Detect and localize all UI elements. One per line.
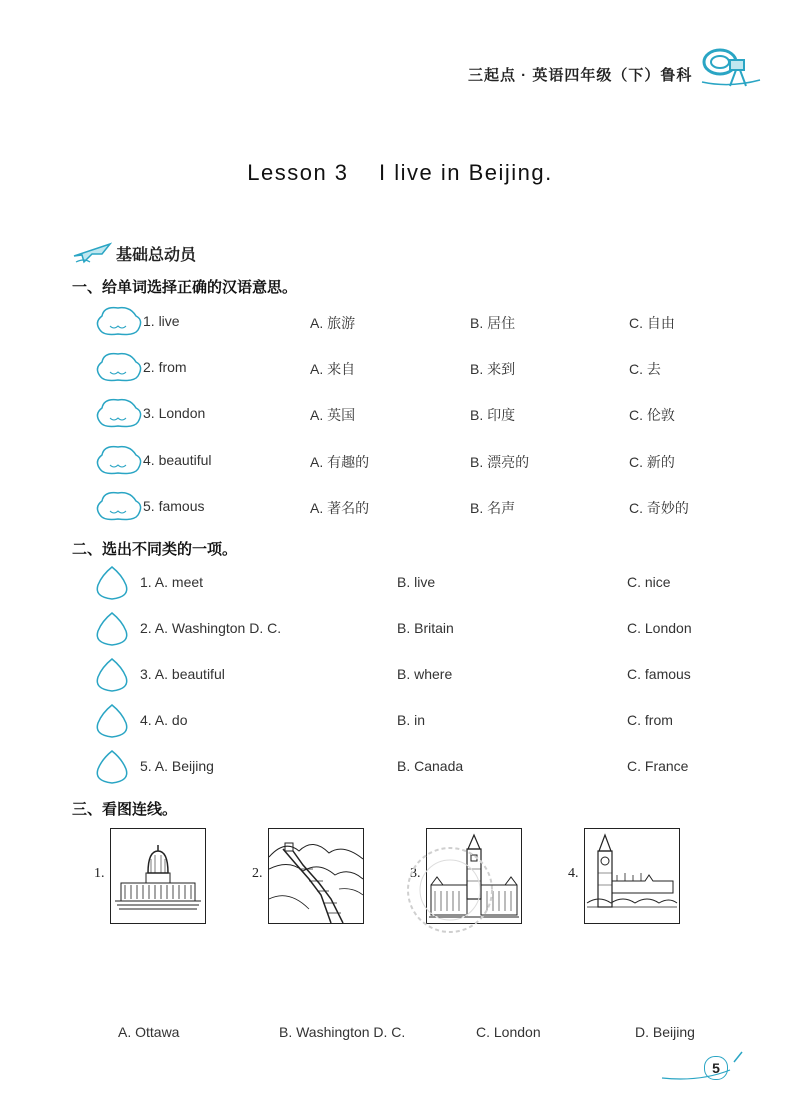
answer-bubble-icon[interactable] bbox=[94, 443, 144, 477]
answer-bubble-icon[interactable] bbox=[94, 396, 144, 430]
part2-row-5 bbox=[0, 747, 800, 787]
part1-row-4 bbox=[0, 441, 800, 481]
picture-2 bbox=[268, 828, 364, 924]
picture-number: 3. bbox=[410, 866, 421, 881]
picture-1 bbox=[110, 828, 206, 924]
telescope-logo-icon bbox=[700, 44, 762, 90]
part2-row-1 bbox=[0, 563, 800, 603]
option-b: B. in bbox=[397, 712, 426, 728]
option-c: C. 去 bbox=[629, 361, 661, 377]
answer-d: D. Beijing bbox=[635, 1024, 695, 1040]
option-b: B. Britain bbox=[397, 620, 454, 636]
part2-row-4 bbox=[0, 701, 800, 741]
option-b: B. Canada bbox=[397, 758, 464, 774]
option-a: A. 有趣的 bbox=[310, 454, 370, 470]
option-c: C. 伦敦 bbox=[629, 407, 675, 423]
part1-row-3 bbox=[0, 394, 800, 434]
question-word: 5. famous bbox=[143, 498, 205, 514]
option-b: B. where bbox=[397, 666, 453, 682]
option-c: C. London bbox=[627, 620, 692, 636]
series-title: 三起点 · 英语四年级（下）鲁科 bbox=[468, 67, 693, 84]
option-c: C. 自由 bbox=[629, 315, 675, 331]
part1-row-2 bbox=[0, 348, 800, 388]
option-a: A. 英国 bbox=[310, 407, 356, 423]
option-a: 4. A. do bbox=[140, 712, 188, 728]
option-b: B. 名声 bbox=[470, 500, 516, 516]
option-a: 5. A. Beijing bbox=[140, 758, 214, 774]
option-a: A. 旅游 bbox=[310, 315, 356, 331]
question-word: 3. London bbox=[143, 405, 206, 421]
option-c: C. 新的 bbox=[629, 454, 675, 470]
airplane-icon bbox=[72, 240, 112, 266]
part1-title: 一、给单词选择正确的汉语意思。 bbox=[72, 279, 298, 296]
option-a: 3. A. beautiful bbox=[140, 666, 225, 682]
big-ben-icon bbox=[585, 829, 679, 923]
answer-a: A. Ottawa bbox=[118, 1024, 180, 1040]
part3-title: 三、看图连线。 bbox=[72, 801, 178, 818]
answer-bubble-icon[interactable] bbox=[94, 350, 144, 384]
answer-c: C. London bbox=[476, 1024, 541, 1040]
watermark-stamp-icon bbox=[400, 820, 500, 960]
part2-row-3 bbox=[0, 655, 800, 695]
option-c: C. famous bbox=[627, 666, 691, 682]
option-b: B. live bbox=[397, 574, 436, 590]
part2-title: 二、选出不同类的一项。 bbox=[72, 541, 238, 558]
answer-peach-icon[interactable] bbox=[92, 701, 132, 741]
answer-b: B. Washington D. C. bbox=[279, 1024, 406, 1040]
question-word: 4. beautiful bbox=[143, 452, 212, 468]
capitol-building-icon bbox=[111, 829, 205, 923]
option-b: B. 漂亮的 bbox=[470, 454, 530, 470]
part1-row-1 bbox=[0, 302, 800, 342]
picture-number: 2. bbox=[252, 866, 263, 881]
option-a: A. 来自 bbox=[310, 361, 356, 377]
option-b: B. 来到 bbox=[470, 361, 516, 377]
part1-row-5 bbox=[0, 487, 800, 527]
question-word: 2. from bbox=[143, 359, 187, 375]
answer-bubble-icon[interactable] bbox=[94, 304, 144, 338]
answer-peach-icon[interactable] bbox=[92, 747, 132, 787]
question-word: 1. live bbox=[143, 313, 180, 329]
answer-peach-icon[interactable] bbox=[92, 563, 132, 603]
option-c: C. nice bbox=[627, 574, 671, 590]
answer-peach-icon[interactable] bbox=[92, 609, 132, 649]
section-header bbox=[72, 240, 196, 266]
part2-row-2 bbox=[0, 609, 800, 649]
option-c: C. from bbox=[627, 712, 673, 728]
great-wall-icon bbox=[269, 829, 363, 923]
option-a: 2. A. Washington D. C. bbox=[140, 620, 282, 636]
answer-bubble-icon[interactable] bbox=[94, 489, 144, 523]
page-number: 5 bbox=[704, 1056, 728, 1080]
section-label: 基础总动员 bbox=[116, 246, 197, 264]
lesson-title: Lesson 3 I live in Beijing. bbox=[247, 160, 553, 185]
picture-4 bbox=[584, 828, 680, 924]
option-a: A. 著名的 bbox=[310, 500, 370, 516]
option-a: 1. A. meet bbox=[140, 574, 204, 590]
option-c: C. 奇妙的 bbox=[629, 500, 689, 516]
option-b: B. 印度 bbox=[470, 407, 516, 423]
option-b: B. 居住 bbox=[470, 315, 516, 331]
picture-number: 1. bbox=[94, 866, 105, 881]
option-c: C. France bbox=[627, 758, 689, 774]
picture-number: 4. bbox=[568, 866, 579, 881]
answer-peach-icon[interactable] bbox=[92, 655, 132, 695]
